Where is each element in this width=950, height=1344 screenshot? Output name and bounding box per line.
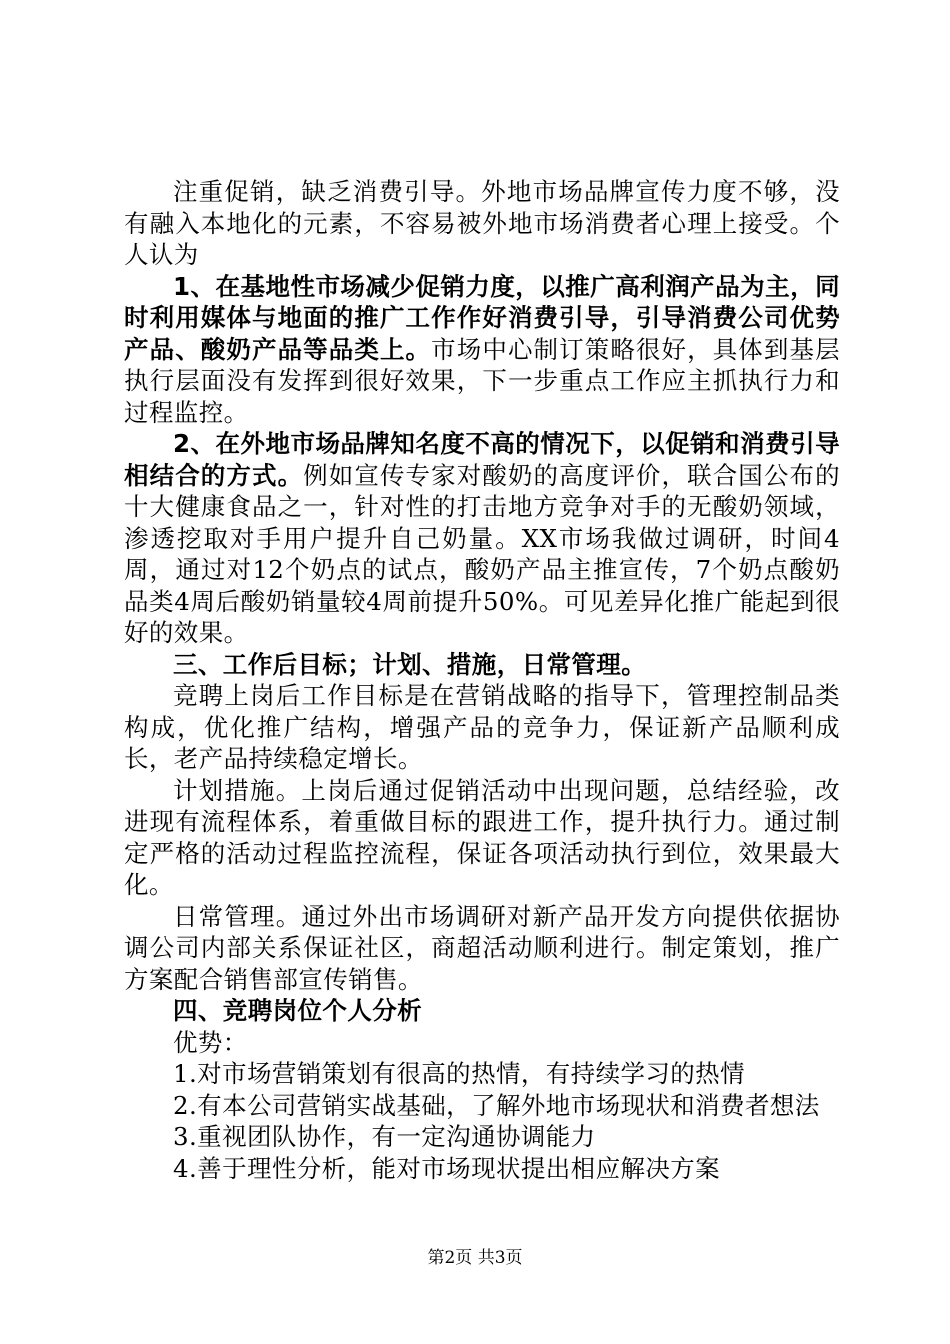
paragraph-3-bold-text: 2、在外地市场品牌知名度不高的情况下，以促销和消费引导相结合的方式。 <box>124 429 840 490</box>
paragraph-9-text: 优势： <box>173 1027 248 1057</box>
paragraph-1-text: 注重促销，缺乏消费引导。外地市场品牌宣传力度不够，没有融入本地化的元素，不容易被外地市场消费者心理上接受。个人认为 <box>124 177 840 269</box>
paragraph-2-bold-text: 1、在基地性市场减少促销力度，以推广高利润产品为主，同时利用媒体与地面的推广工作作好消费引导，引导消费公司优势产品、酸奶产品等品类上。 <box>124 271 840 364</box>
paragraph-6 <box>124 775 840 901</box>
list-item-1-text: 1.对市场营销策划有很高的热情，有持续学习的热情 <box>173 1059 745 1088</box>
paragraph-7-text: 日常管理。通过外出市场调研对新产品开发方向提供依据协调公司内部关系保证社区，商超活动顺利进行。制定策划，推广方案配合销售部宣传销售。 <box>124 901 840 994</box>
section-heading-4 <box>124 995 840 1027</box>
list-item-4-text: 4.善于理性分析，能对市场现状提出相应解决方案 <box>173 1153 721 1183</box>
page-footer <box>0 1243 950 1268</box>
list-item-2 <box>124 1090 840 1122</box>
list-item-1 <box>124 1058 840 1090</box>
section-heading-4-text: 四、竞聘岗位个人分析 <box>173 996 422 1025</box>
paragraph-2 <box>124 271 840 429</box>
paragraph-3-text: 例如宣传专家对酸奶的高度评价，联合国公布的十大健康食品之一，针对性的打击地方竞争对手的无酸奶领域，渗透挖取对手用户提升自己奶量。XX市场我做过调研，时间4周，通过对12个奶点的试点，酸奶产品主推宣传，7个奶点酸奶品类4周后酸奶销量较4周前提升50%。可见差异化推广能起到很好的效果。 <box>124 460 840 647</box>
paragraph-2-text: 市场中心制订策略很好，具体到基层执行层面没有发挥到很好效果，下一步重点工作应主抓执行力和过程监控。 <box>124 334 840 427</box>
paragraph-9 <box>124 1027 840 1059</box>
paragraph-6-text: 计划措施。上岗后通过促销活动中出现问题，总结经验，改进现有流程体系，着重做目标的跟进工作，提升执行力。通过制定严格的活动过程监控流程，保证各项活动执行到位，效果最大化。 <box>124 775 840 899</box>
paragraph-5-text: 竞聘上岗后工作目标是在营销战略的指导下，管理控制品类构成，优化推广结构，增强产品的竞争力，保证新产品顺利成长，老产品持续稳定增长。 <box>124 681 840 773</box>
section-heading-3 <box>124 649 840 681</box>
paragraph-1 <box>124 176 840 271</box>
paragraph-7 <box>124 901 840 996</box>
paragraph-5 <box>124 680 840 775</box>
list-item-4 <box>124 1153 840 1185</box>
document-body <box>124 176 840 1184</box>
list-item-3-text: 3.重视团队协作，有一定沟通协调能力 <box>173 1122 596 1151</box>
list-item-2-text: 2.有本公司营销实战基础，了解外地市场现状和消费者想法 <box>173 1090 820 1120</box>
list-item-3 <box>124 1121 840 1153</box>
page-number-label: 第2页 共3页 <box>427 1248 523 1268</box>
paragraph-3 <box>124 428 840 649</box>
section-heading-3-text: 三、工作后目标；计划、措施，日常管理。 <box>173 649 647 679</box>
